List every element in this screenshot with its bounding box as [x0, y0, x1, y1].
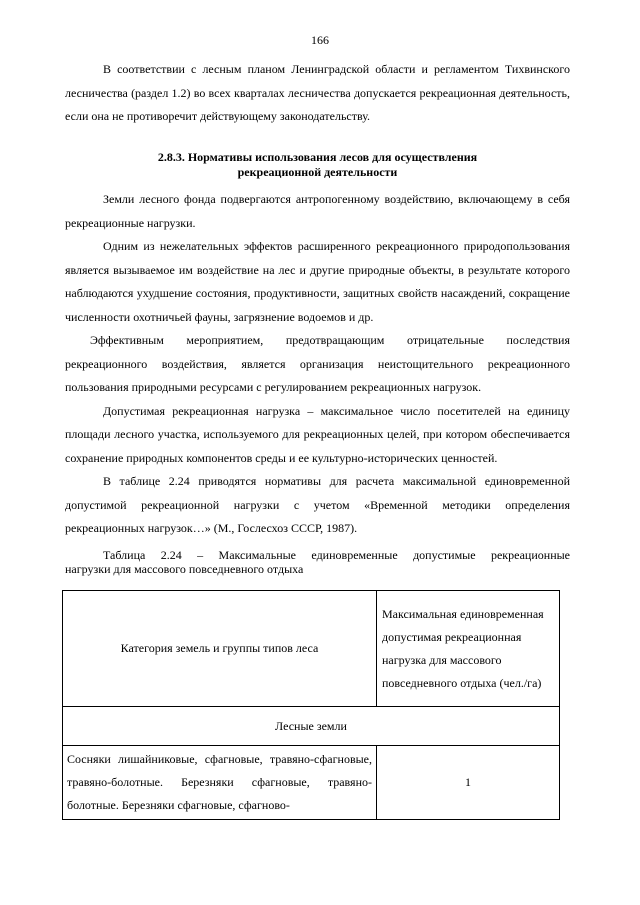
category-cell: Сосняки лишайниковые, сфагновые, травяно-сфагновые, травяно-болотные. Березняки сфагновые, травяно-болотные. Березняки сфагновые, сфагново-: [63, 746, 377, 820]
section-heading: [65, 150, 570, 180]
table-caption-line1: Таблица 2.24 – Максимальные единовременные допустимые рекреационные: [103, 548, 570, 562]
table-row: [63, 746, 560, 820]
paragraph: Допустимая рекреационная нагрузка – максимальное число посетителей на единицу площади лесного участка, используемого для рекреационных целей, при котором обеспечивается сохранение природных компонентов среды и ее культурно-исторических ценностей.: [65, 403, 570, 465]
section-heading-line2: рекреационной деятельности: [237, 165, 398, 179]
table-caption: [65, 548, 570, 576]
paragraph: Земли лесного фонда подвергаются антропогенному воздействию, включающему в себя рекреационные нагрузки.: [65, 192, 570, 230]
paragraph: В таблице 2.24 приводятся нормативы для расчета максимальной единовременной допустимой рекреационной нагрузки с учетом «Временной методики определения рекреационных нагрузок…» (М., Гослесхоз СССР, 1987).: [65, 474, 570, 535]
table-header-row: [63, 591, 560, 707]
paragraph: В соответствии с лесным планом Ленинградской области и регламентом Тихвинского лесничества (раздел 1.2) во всех кварталах лесничества допускается рекреационная деятельность, если она не противоречит действующему законодательству.: [65, 62, 570, 123]
header-category: Категория земель и группы типов леса: [63, 591, 377, 707]
paragraph: Одним из нежелательных эффектов расширенного рекреационного природопользования является вызываемое им воздействие на лес и другие природные объекты, в результате которого наблюдаются ухудшение состояния, продуктивности, защитных свойств насаждений, сокращение численности охотничьей фауны, загрязнение водоемов и др.: [65, 239, 570, 324]
section-heading-line1: 2.8.3. Нормативы использования лесов для осуществления: [157, 150, 478, 164]
table-caption-line2: нагрузки для массового повседневного отдыха: [65, 562, 304, 576]
norms-table: [62, 590, 560, 820]
value-cell: 1: [377, 746, 560, 820]
paragraph: Эффективным мероприятием, предотвращающим отрицательные последствия рекреационного воздействия, является организация неистощительного рекреационного пользования природными ресурсами с регулированием рекреационных нагрузок.: [65, 333, 570, 394]
header-load: Максимальная единовременная допустимая рекреационная нагрузка для массового повседневного отдыха (чел./га): [377, 591, 560, 707]
page-number: 166: [311, 33, 329, 47]
group-label: Лесные земли: [63, 707, 560, 746]
table-group-row: [63, 707, 560, 746]
intro-text: [65, 58, 570, 129]
section-body: [65, 188, 570, 541]
